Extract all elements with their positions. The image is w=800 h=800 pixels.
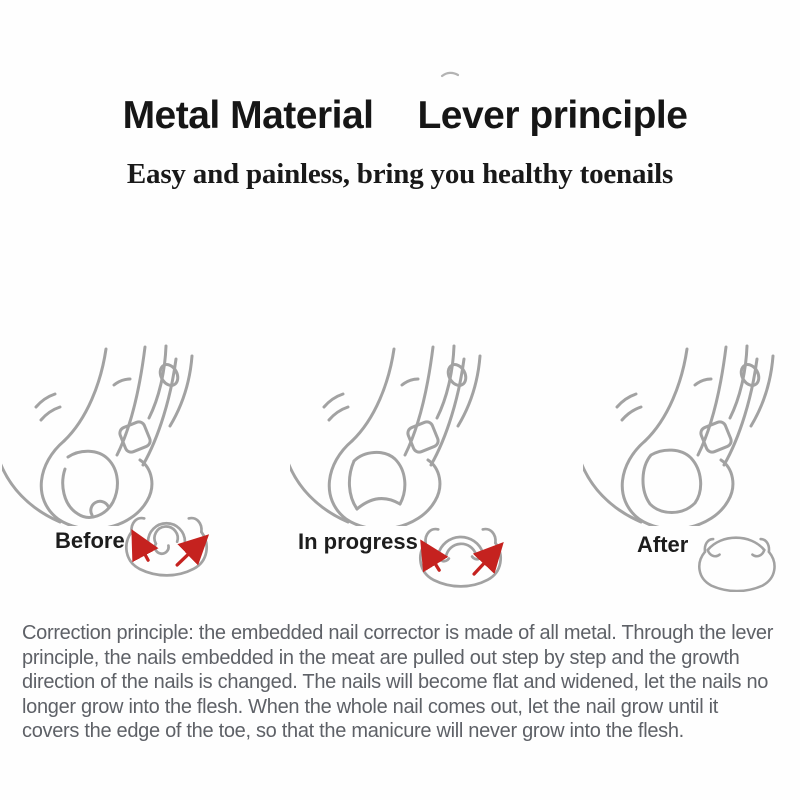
correction-principle-description: Correction principle: the embedded nail corrector is made of all metal. Through the lever principle, the nails embedded in the meat are pulled out step by step and the growth direction of the nails is changed. The nails will become flat and widened, let the nails no longer grow into the flesh. When the whole nail comes out, let the nail grow until it covers the edge of the toe, so that the manicure will never grow into the flesh. xyxy=(22,622,774,742)
title-lever-principle: Lever principle xyxy=(417,94,688,137)
title-metal-material: Metal Material xyxy=(122,94,374,137)
page-subtitle: Easy and painless, bring you healthy toenails xyxy=(126,158,674,190)
nail-cross-section-before-curled xyxy=(118,487,215,577)
red-arrow-left-icon xyxy=(134,535,148,560)
stage-after xyxy=(545,335,797,597)
nail-cross-section-after-flat xyxy=(686,508,786,592)
smudge-mark xyxy=(440,70,460,80)
stage-before xyxy=(0,335,252,597)
stage-in-progress xyxy=(268,335,520,597)
stage-label-after: After xyxy=(637,532,689,557)
stage-label-in-progress: In progress xyxy=(298,529,418,554)
stage-label-before: Before xyxy=(55,528,125,553)
red-arrow-left-icon xyxy=(424,545,440,570)
foot-illustration-after-healthy-nail xyxy=(583,341,778,526)
red-arrow-right-icon xyxy=(177,539,204,565)
page-title xyxy=(10,94,800,138)
nail-cross-section-progress-arched xyxy=(412,498,509,588)
